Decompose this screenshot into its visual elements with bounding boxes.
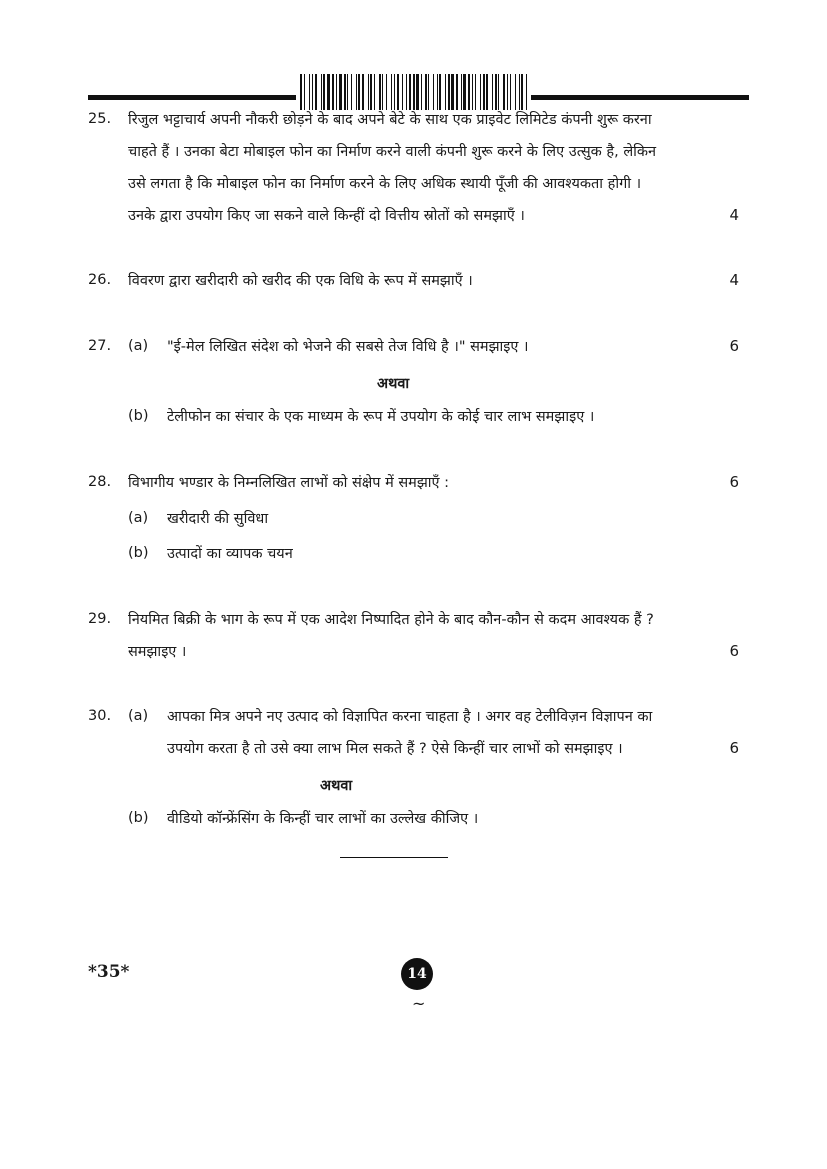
barcode (300, 74, 528, 110)
question-number: 30. (88, 708, 112, 724)
question-text-line: उसे लगता है कि मोबाइल फोन का निर्माण करने के लिए अधिक स्थायी पूँजी की आवश्यकता होगी । (128, 176, 642, 192)
or-label: अथवा (320, 778, 353, 794)
option-label-a: (a) (128, 708, 149, 724)
option-text-a: "ई-मेल लिखित संदेश को भेजने की सबसे तेज विधि है ।" समझाइए । (167, 339, 529, 355)
option-label-a: (a) (128, 338, 149, 354)
page-number-badge (401, 958, 433, 990)
option-label-a: (a) (128, 510, 149, 526)
option-label-b: (b) (128, 810, 149, 826)
marks: 4 (729, 271, 739, 289)
question-text-line: विभागीय भण्डार के निम्नलिखित लाभों को संक्षेप में समझाएँ : (128, 475, 450, 491)
question-number: 25. (88, 111, 112, 127)
marks: 4 (729, 206, 739, 224)
question-text-line: चाहते हैं । उनका बेटा मोबाइल फोन का निर्माण करने वाली कंपनी शुरू करने के लिए उत्सुक है, लेकिन (128, 144, 657, 160)
question-text-line: नियमित बिक्री के भाग के रूप में एक आदेश निष्पादित होने के बाद कौन-कौन से कदम आवश्यक हैं ? (128, 612, 654, 628)
footer-code: *35* (88, 962, 130, 982)
header-rule-right (531, 95, 749, 100)
option-label-b: (b) (128, 408, 149, 424)
question-text-line: समझाइए । (128, 644, 187, 660)
option-text-a: उपयोग करता है तो उसे क्या लाभ मिल सकते हैं ? ऐसे किन्हीं चार लाभों को समझाइए । (167, 741, 623, 757)
option-text-b: वीडियो कॉन्फ्रेंसिंग के किन्हीं चार लाभों का उल्लेख कीजिए । (167, 811, 479, 827)
question-number: 28. (88, 474, 112, 490)
marks: 6 (729, 642, 739, 660)
question-number: 26. (88, 272, 112, 288)
page-number: 14 (407, 966, 427, 982)
marks: 6 (729, 739, 739, 757)
end-rule (340, 857, 448, 858)
question-text-line: रिजुल भट्टाचार्य अपनी नौकरी छोड़ने के बाद अपने बेटे के साथ एक प्राइवेट लिमिटेड कंपनी शुरू करना (128, 112, 652, 128)
option-text-a: आपका मित्र अपने नए उत्पाद को विज्ञापित करना चाहता है । अगर वह टेलीविज़न विज्ञापन का (167, 709, 653, 725)
option-text-b: टेलीफोन का संचार के एक माध्यम के रूप में उपयोग के कोई चार लाभ समझाइए । (167, 409, 595, 425)
question-text-line: विवरण द्वारा खरीदारी को खरीद की एक विधि के रूप में समझाएँ । (128, 273, 473, 289)
option-label-b: (b) (128, 545, 149, 561)
question-number: 29. (88, 611, 112, 627)
question-text-line: उनके द्वारा उपयोग किए जा सकने वाले किन्हीं दो वित्तीय स्रोतों को समझाएँ । (128, 208, 525, 224)
marks: 6 (729, 473, 739, 491)
question-number: 27. (88, 338, 112, 354)
marks: 6 (729, 337, 739, 355)
option-text-a: खरीदारी की सुविधा (167, 511, 269, 527)
header-rule-left (88, 95, 296, 100)
footer-tilde: ~ (412, 994, 426, 1013)
or-label: अथवा (377, 376, 410, 392)
option-text-b: उत्पादों का व्यापक चयन (167, 546, 293, 562)
